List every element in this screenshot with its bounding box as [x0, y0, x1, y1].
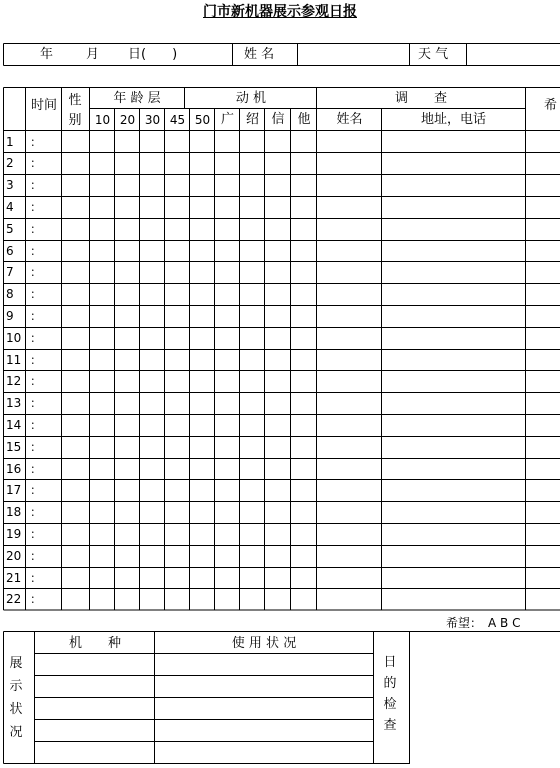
time-separator: ：	[30, 287, 43, 302]
motive-ad: 广	[220, 112, 234, 127]
name-label: 姓 名	[244, 47, 275, 62]
age-group-header: 年 龄 层	[113, 91, 161, 106]
gender-header: 性别	[68, 93, 82, 128]
time-separator: ：	[30, 396, 43, 411]
display-section-label: 展示状况	[9, 656, 23, 740]
usage-header: 使 用 状 况	[231, 636, 297, 651]
motive-header: 动 机	[235, 91, 267, 106]
time-separator: ：	[30, 352, 43, 367]
row-number: 16	[6, 461, 22, 476]
row-number: 9	[6, 308, 14, 323]
time-separator: ：	[30, 505, 43, 520]
motive-letter: 信	[271, 112, 285, 127]
day-label: 日( )	[128, 47, 178, 62]
row-number: 8	[6, 287, 14, 302]
hope-header: 希	[544, 98, 558, 113]
time-separator: ：	[30, 570, 43, 585]
age-50: 50	[194, 113, 211, 127]
time-separator: ：	[30, 265, 43, 280]
row-number: 7	[6, 265, 14, 280]
time-separator: ：	[30, 592, 43, 607]
time-separator: ：	[30, 526, 43, 541]
time-separator: ：	[30, 308, 43, 323]
time-separator: ：	[30, 461, 43, 476]
time-separator: ：	[30, 243, 43, 258]
survey-address-header: 地址，电话	[420, 112, 486, 127]
time-separator: ：	[30, 439, 43, 454]
row-number: 20	[6, 548, 22, 563]
row-number: 1	[6, 134, 14, 149]
row-number: 6	[6, 243, 14, 258]
row-number: 14	[6, 417, 22, 432]
month-label: 月	[86, 47, 100, 62]
daily-check-label: 日的检查	[383, 655, 397, 733]
time-separator: ：	[30, 221, 43, 236]
survey-name-header: 姓名	[336, 112, 363, 127]
weather-label: 天 气	[418, 47, 449, 62]
time-separator: ：	[30, 134, 43, 149]
time-header: 时间	[30, 98, 57, 113]
row-number: 18	[6, 505, 22, 520]
time-separator: ：	[30, 483, 43, 498]
row-number: 4	[6, 199, 14, 214]
time-separator: ：	[30, 548, 43, 563]
time-separator: ：	[30, 156, 43, 171]
age-45: 45	[169, 113, 186, 127]
row-number: 5	[6, 221, 14, 236]
time-separator: ：	[30, 330, 43, 345]
hope-note: 希望： A B C	[446, 616, 521, 630]
row-number: 15	[6, 439, 22, 454]
age-10: 10	[94, 113, 111, 127]
row-number: 19	[6, 526, 22, 541]
model-header: 机 种	[68, 636, 121, 651]
year-label: 年	[40, 47, 54, 62]
row-number: 11	[6, 352, 22, 367]
row-number: 13	[6, 396, 22, 411]
row-number: 22	[6, 592, 22, 607]
age-30: 30	[144, 113, 161, 127]
row-number: 10	[6, 330, 22, 345]
survey-header: 调 查	[394, 91, 447, 106]
row-number: 17	[6, 483, 22, 498]
row-number: 3	[6, 178, 14, 193]
motive-intro: 绍	[245, 112, 259, 127]
form-title: 门市新机器展示参观日报	[203, 4, 357, 20]
time-separator: ：	[30, 199, 43, 214]
time-separator: ：	[30, 374, 43, 389]
time-separator: ：	[30, 178, 43, 193]
row-number: 21	[6, 570, 22, 585]
row-number: 12	[6, 374, 22, 389]
time-separator: ：	[30, 417, 43, 432]
motive-other: 他	[297, 112, 311, 127]
row-number: 2	[6, 156, 14, 171]
age-20: 20	[119, 113, 136, 127]
